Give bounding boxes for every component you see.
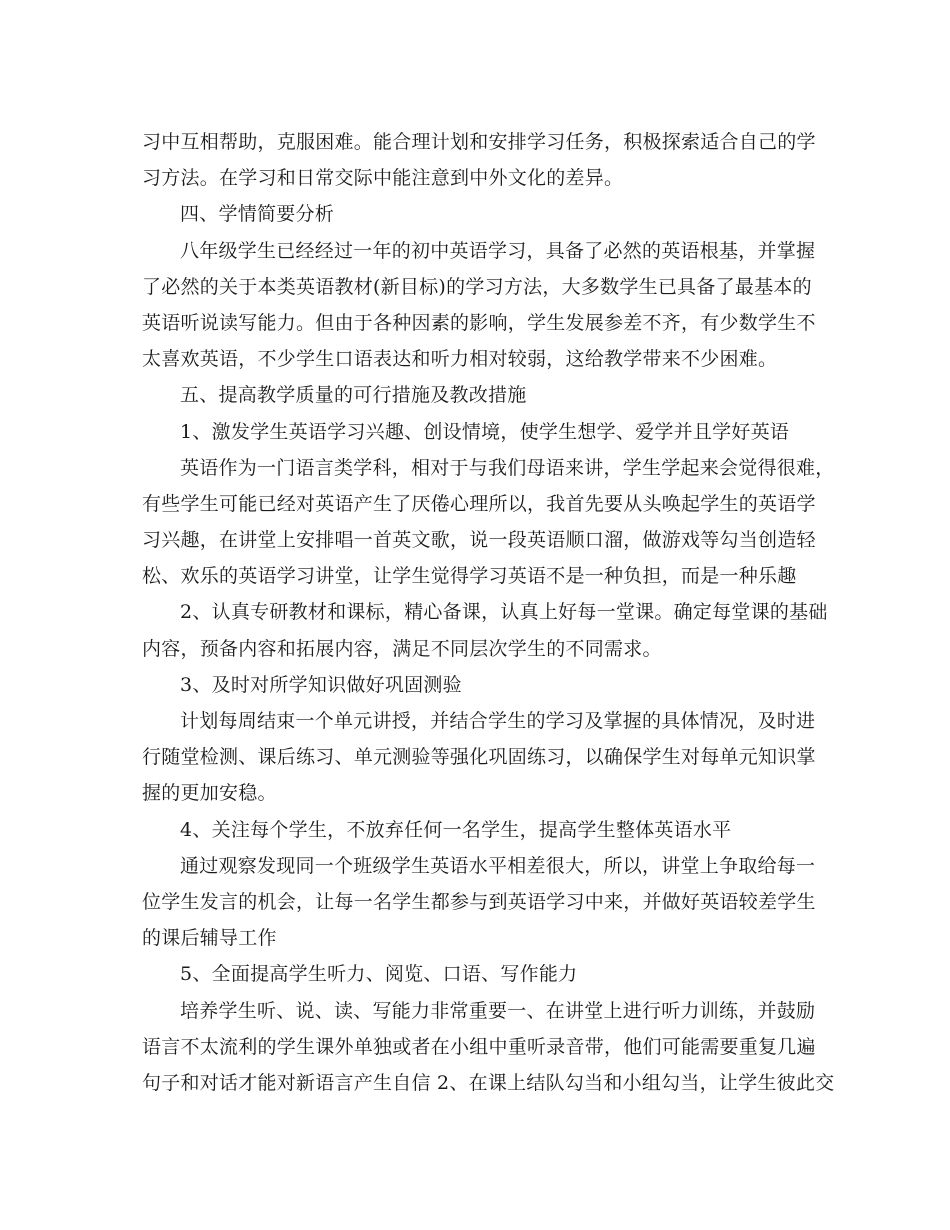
text-line: 五、提高教学质量的可行措施及教改措施 <box>180 384 527 407</box>
text-line: 计划每周结束一个单元讲授，并结合学生的学习及掌握的具体情况，及时进 <box>180 710 816 732</box>
text-line: 1、激发学生英语学习兴趣、创设情境，使学生想学、爱学并且学好英语 <box>180 420 790 443</box>
text-line: 八年级学生已经经过一年的初中英语学习，具备了必然的英语根基，并掌握 <box>180 239 816 262</box>
text-line: 习方法。在学习和日常交际中能注意到中外文化的差异。 <box>142 167 624 190</box>
text-line: 的课后辅导工作 <box>142 927 277 950</box>
text-line: 通过观察发现同一个班级学生英语水平相差很大，所以，讲堂上争取给每一 <box>180 854 816 877</box>
text-line: 内容，预备内容和拓展内容，满足不同层次学生的不同需求。 <box>142 637 662 660</box>
text-line: 握的更加安稳。 <box>142 782 277 805</box>
text-line: 位学生发言的机会，让每一名学生都参与到英语学习中来，并做好英语较差学生 <box>142 890 816 913</box>
text-line: 5、全面提高学生听力、阅览、口语、写作能力 <box>180 963 578 986</box>
text-line: 句子和对话才能对新语言产生自信 2、在课上结队勾当和小组勾当，让学生彼此交 <box>142 1071 835 1094</box>
text-line: 习兴趣，在讲堂上安排唱一首英文歌，说一段英语顺口溜，做游戏等勾当创造轻 <box>142 529 816 552</box>
text-line: 松、欢乐的英语学习讲堂，让学生觉得学习英语不是一种负担，而是一种乐趣 <box>142 565 797 588</box>
text-line: 4、关注每个学生，不放弃任何一名学生，提高学生整体英语水平 <box>180 818 732 841</box>
text-line: 有些学生可能已经对英语产生了厌倦心理所以，我首先要从头唤起学生的英语学 <box>142 492 816 515</box>
text-line: 习中互相帮助，克服困难。能合理计划和安排学习任务，积极探索适合自己的学 <box>142 131 816 153</box>
text-line: 英语作为一门语言类学科，相对于与我们母语来讲，学生学起来会觉得很难， <box>180 456 835 479</box>
text-line: 了必然的关于本类英语教材(新目标)的学习方法，大多数学生已具备了最基本的 <box>142 275 812 298</box>
text-line: 英语听说读写能力。但由于各种因素的影响，学生发展参差不齐，有少数学生不 <box>142 311 816 334</box>
text-line: 培养学生听、说、读、写能力非常重要一、在讲堂上进行听力训练，并鼓励 <box>180 999 816 1022</box>
text-line: 2、认真专研教材和课标，精心备课，认真上好每一堂课。确定每堂课的基础 <box>180 601 828 624</box>
text-line: 3、及时对所学知识做好巩固测验 <box>180 673 462 696</box>
text-line: 行随堂检测、课后练习、单元测验等强化巩固练习，以确保学生对每单元知识掌 <box>142 746 816 769</box>
text-line: 太喜欢英语，不少学生口语表达和听力相对较弱，这给教学带来不少困难。 <box>142 348 778 371</box>
text-line: 四、学情简要分析 <box>180 203 335 226</box>
document-page <box>0 124 950 1101</box>
text-line: 语言不太流利的学生课外单独或者在小组中重听录音带，他们可能需要重复几遍 <box>142 1035 816 1058</box>
